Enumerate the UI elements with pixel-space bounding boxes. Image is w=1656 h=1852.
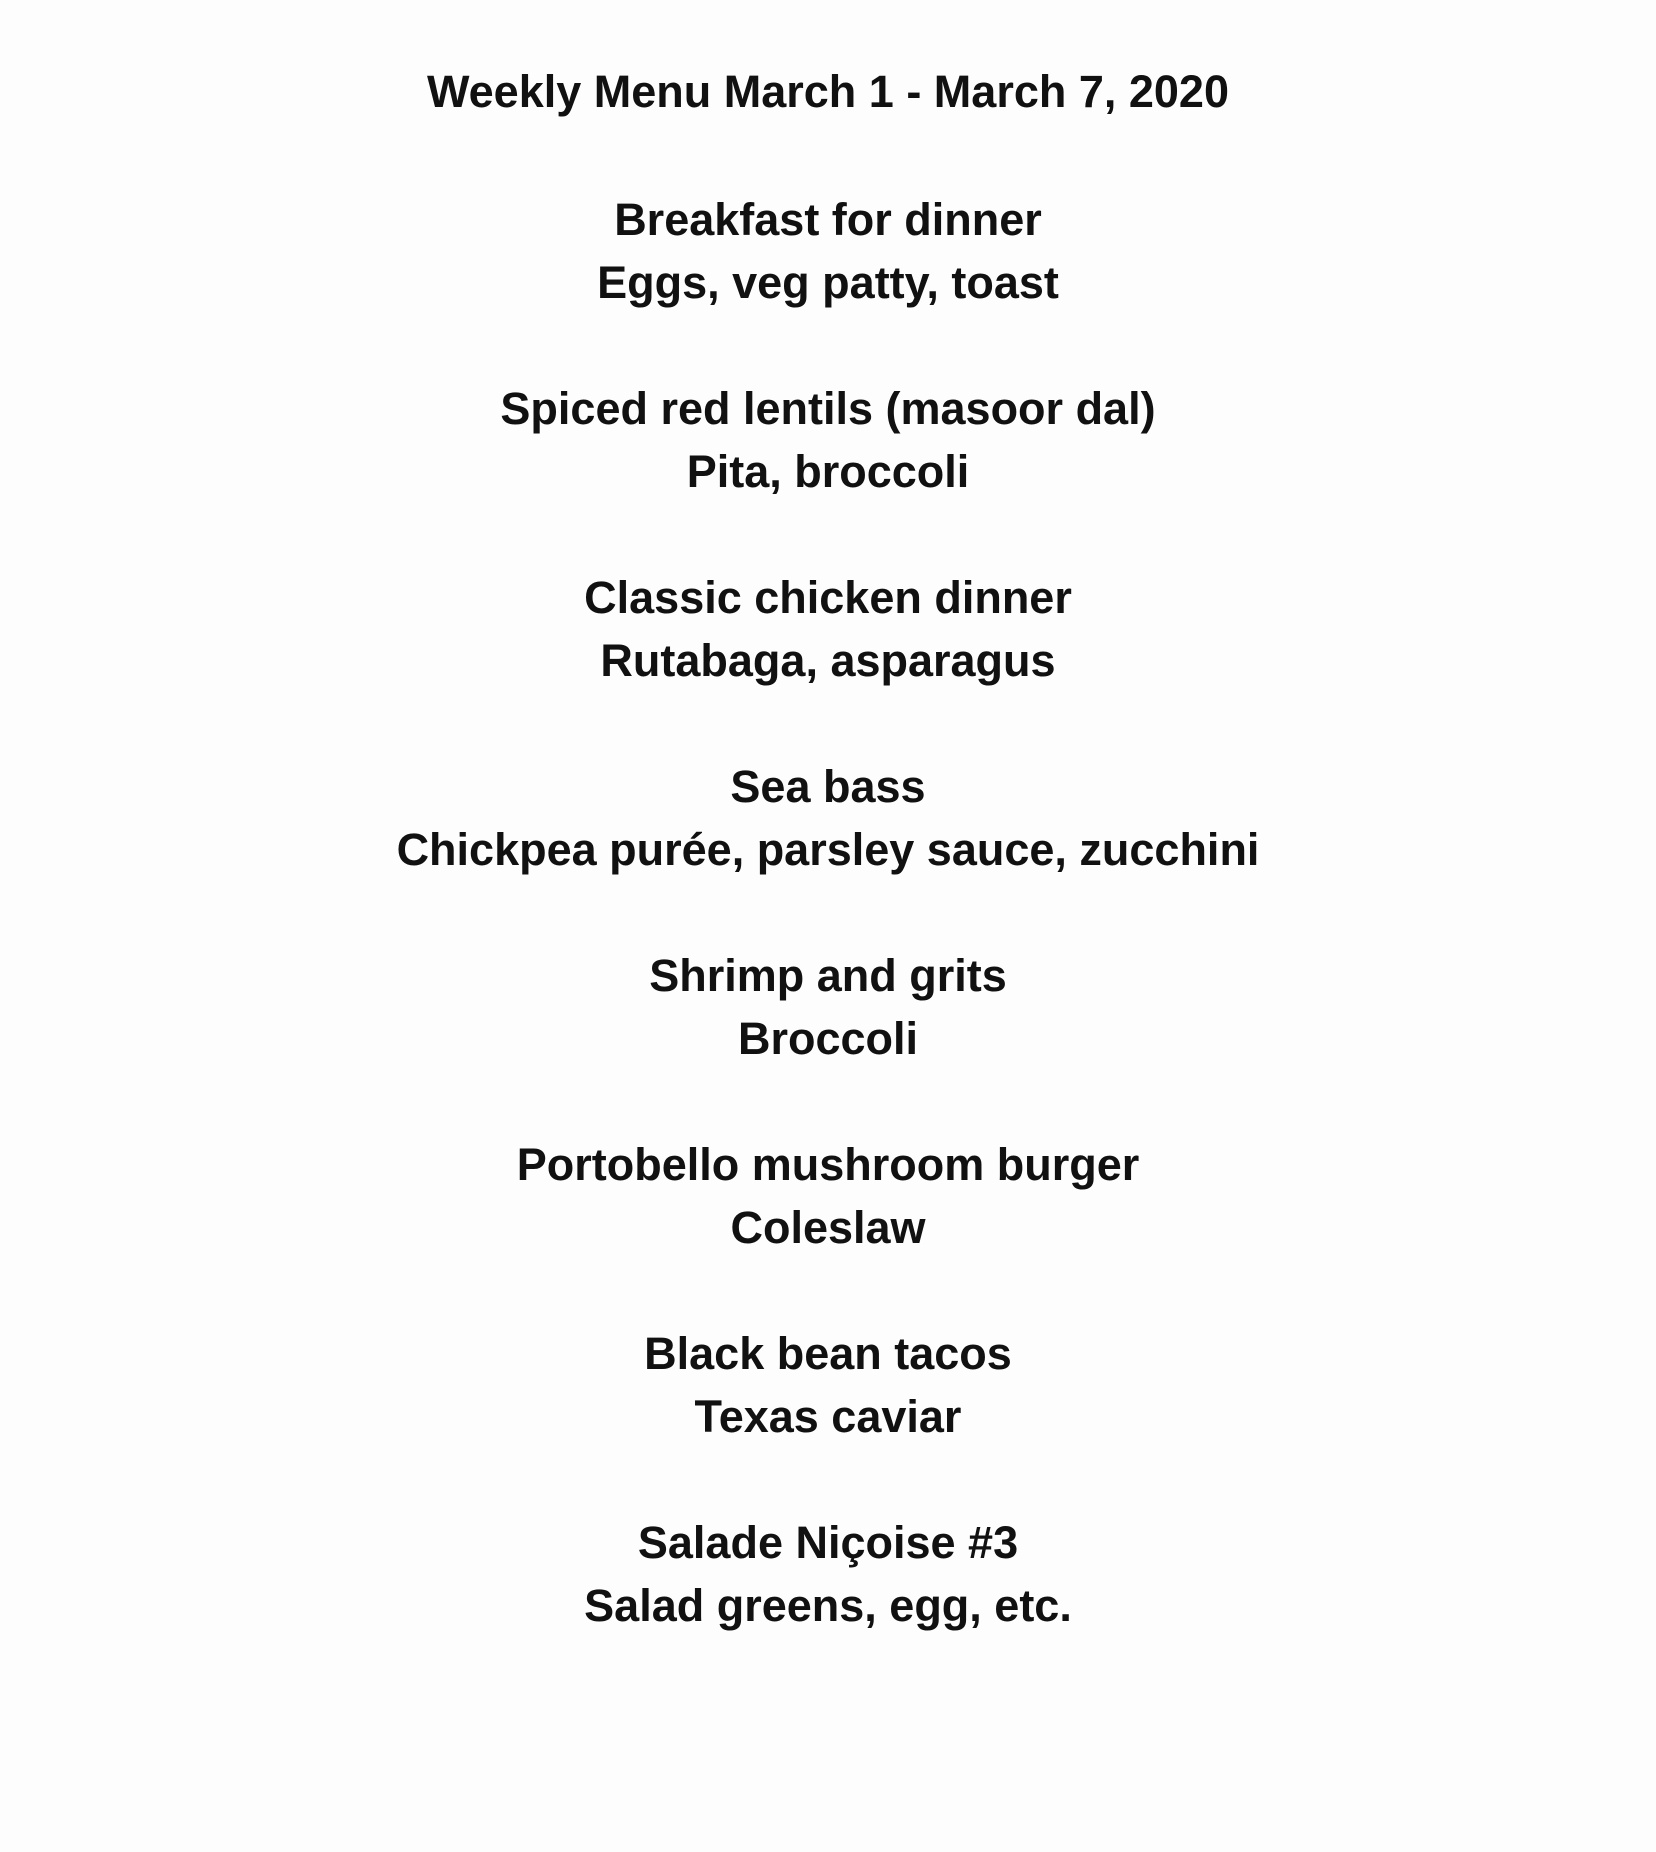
dish-sides: Chickpea purée, parsley sauce, zucchini bbox=[396, 824, 1260, 875]
dish-name: Sea bass bbox=[730, 761, 926, 812]
menu-item bbox=[0, 1322, 1656, 1448]
menu-item bbox=[0, 1133, 1656, 1259]
dish-sides: Texas caviar bbox=[694, 1391, 962, 1442]
menu-item bbox=[0, 377, 1656, 503]
dish-name: Black bean tacos bbox=[644, 1328, 1012, 1379]
page-title: Weekly Menu March 1 - March 7, 2020 bbox=[426, 66, 1229, 117]
dish-sides: Salad greens, egg, etc. bbox=[584, 1580, 1072, 1631]
dish-sides: Eggs, veg patty, toast bbox=[597, 257, 1059, 308]
menu-item bbox=[0, 944, 1656, 1070]
dish-name: Salade Niçoise #3 bbox=[637, 1517, 1019, 1568]
menu-item bbox=[0, 188, 1656, 314]
dish-sides: Pita, broccoli bbox=[686, 446, 970, 497]
dish-sides: Rutabaga, asparagus bbox=[600, 635, 1056, 686]
menu-item bbox=[0, 1511, 1656, 1637]
menu-item bbox=[0, 755, 1656, 881]
dish-name: Breakfast for dinner bbox=[614, 194, 1042, 245]
dish-sides: Broccoli bbox=[737, 1013, 919, 1064]
menu-item bbox=[0, 566, 1656, 692]
dish-name: Portobello mushroom burger bbox=[516, 1139, 1140, 1190]
dish-name: Spiced red lentils (masoor dal) bbox=[500, 383, 1156, 434]
dish-sides: Coleslaw bbox=[730, 1202, 926, 1253]
dish-name: Classic chicken dinner bbox=[584, 572, 1072, 623]
dish-name: Shrimp and grits bbox=[649, 950, 1007, 1001]
